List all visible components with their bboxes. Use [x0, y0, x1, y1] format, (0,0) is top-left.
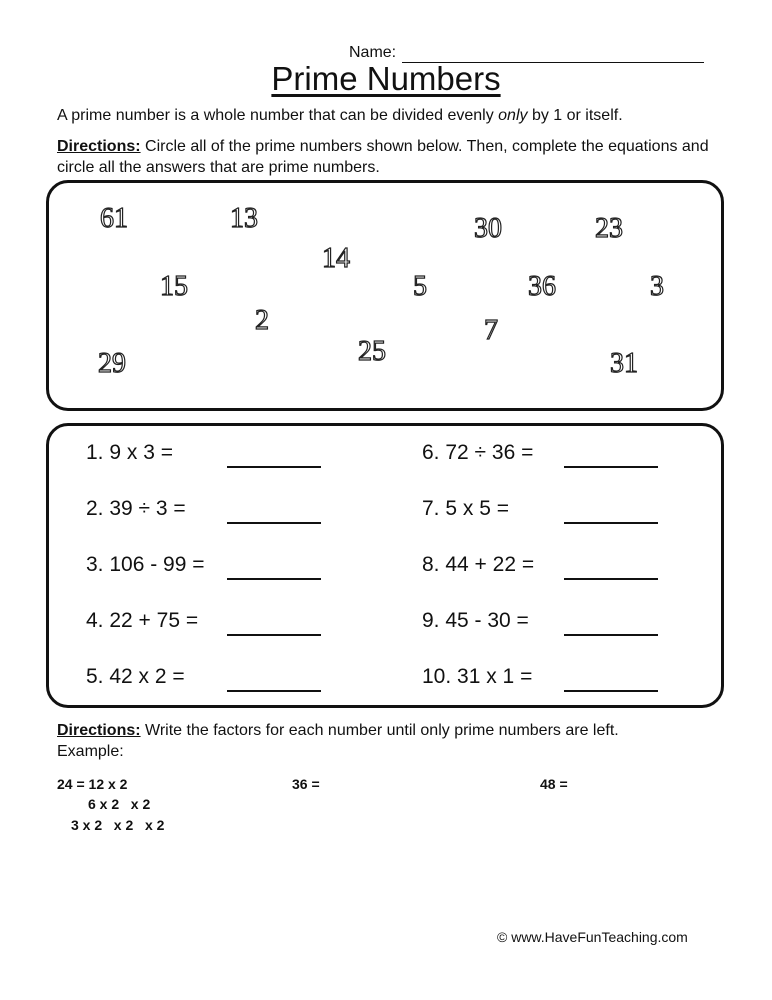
answer-blank[interactable]: [564, 634, 658, 636]
copyright-text: © www.HaveFunTeaching.com: [497, 929, 688, 945]
intro-before: A prime number is a whole number that can be divided evenly: [57, 107, 499, 124]
name-label: Name:: [349, 44, 397, 61]
factor-problem-36: 36 =: [292, 776, 320, 792]
factor-example-line-3: 3 x 2 x 2 x 2: [71, 817, 165, 833]
number-item[interactable]: 15: [160, 271, 188, 302]
intro-emphasis: only: [498, 107, 528, 124]
number-item[interactable]: 5: [413, 271, 427, 302]
factor-example-line-1: 24 = 12 x 2: [57, 776, 128, 792]
factor-example-line-2: 6 x 2 x 2: [88, 796, 151, 812]
answer-blank[interactable]: [227, 466, 321, 468]
number-item[interactable]: 61: [100, 203, 128, 234]
answer-blank[interactable]: [564, 690, 658, 692]
number-item[interactable]: 7: [484, 315, 498, 346]
number-item[interactable]: 23: [595, 213, 623, 244]
number-item[interactable]: 29: [98, 348, 126, 379]
answer-blank[interactable]: [564, 522, 658, 524]
answer-blank[interactable]: [227, 522, 321, 524]
number-item[interactable]: 36: [528, 271, 556, 302]
number-item[interactable]: 14: [322, 243, 350, 274]
answer-blank[interactable]: [564, 578, 658, 580]
number-item[interactable]: 3: [650, 271, 664, 302]
equation-label: 7. 5 x 5 =: [422, 497, 509, 520]
example-label: Example:: [57, 743, 124, 760]
number-item[interactable]: 13: [230, 203, 258, 234]
directions-2-line: [57, 720, 619, 741]
number-item[interactable]: 25: [358, 336, 386, 367]
number-item[interactable]: 2: [255, 305, 269, 336]
equation-label: 10. 31 x 1 =: [422, 665, 533, 688]
equation-label: 2. 39 ÷ 3 =: [86, 497, 186, 520]
answer-blank[interactable]: [227, 690, 321, 692]
number-item[interactable]: 31: [610, 348, 638, 379]
equation-label: 3. 106 - 99 =: [86, 553, 205, 576]
equation-label: 8. 44 + 22 =: [422, 553, 535, 576]
directions-1-text: Circle all of the prime numbers shown below. Then, complete the equations and circle all the answers that are prime numbers.: [57, 138, 709, 176]
intro-after: by 1 or itself.: [527, 107, 623, 124]
equation-label: 4. 22 + 75 =: [86, 609, 199, 632]
directions-2: [57, 720, 619, 762]
page-title: Prime Numbers: [271, 60, 501, 97]
directions-2-text: Write the factors for each number until only prime numbers are left.: [140, 722, 619, 739]
equation-label: 9. 45 - 30 =: [422, 609, 529, 632]
directions-2-label: Directions:: [57, 722, 141, 739]
answer-blank[interactable]: [564, 466, 658, 468]
directions-1-label: Directions:: [57, 138, 141, 155]
answer-blank[interactable]: [227, 634, 321, 636]
factor-problem-48: 48 =: [540, 776, 568, 792]
answer-blank[interactable]: [227, 578, 321, 580]
number-item[interactable]: 30: [474, 213, 502, 244]
equation-label: 6. 72 ÷ 36 =: [422, 441, 534, 464]
equation-label: 1. 9 x 3 =: [86, 441, 173, 464]
equation-label: 5. 42 x 2 =: [86, 665, 185, 688]
directions-1: [57, 136, 737, 178]
intro-text: [57, 107, 623, 125]
